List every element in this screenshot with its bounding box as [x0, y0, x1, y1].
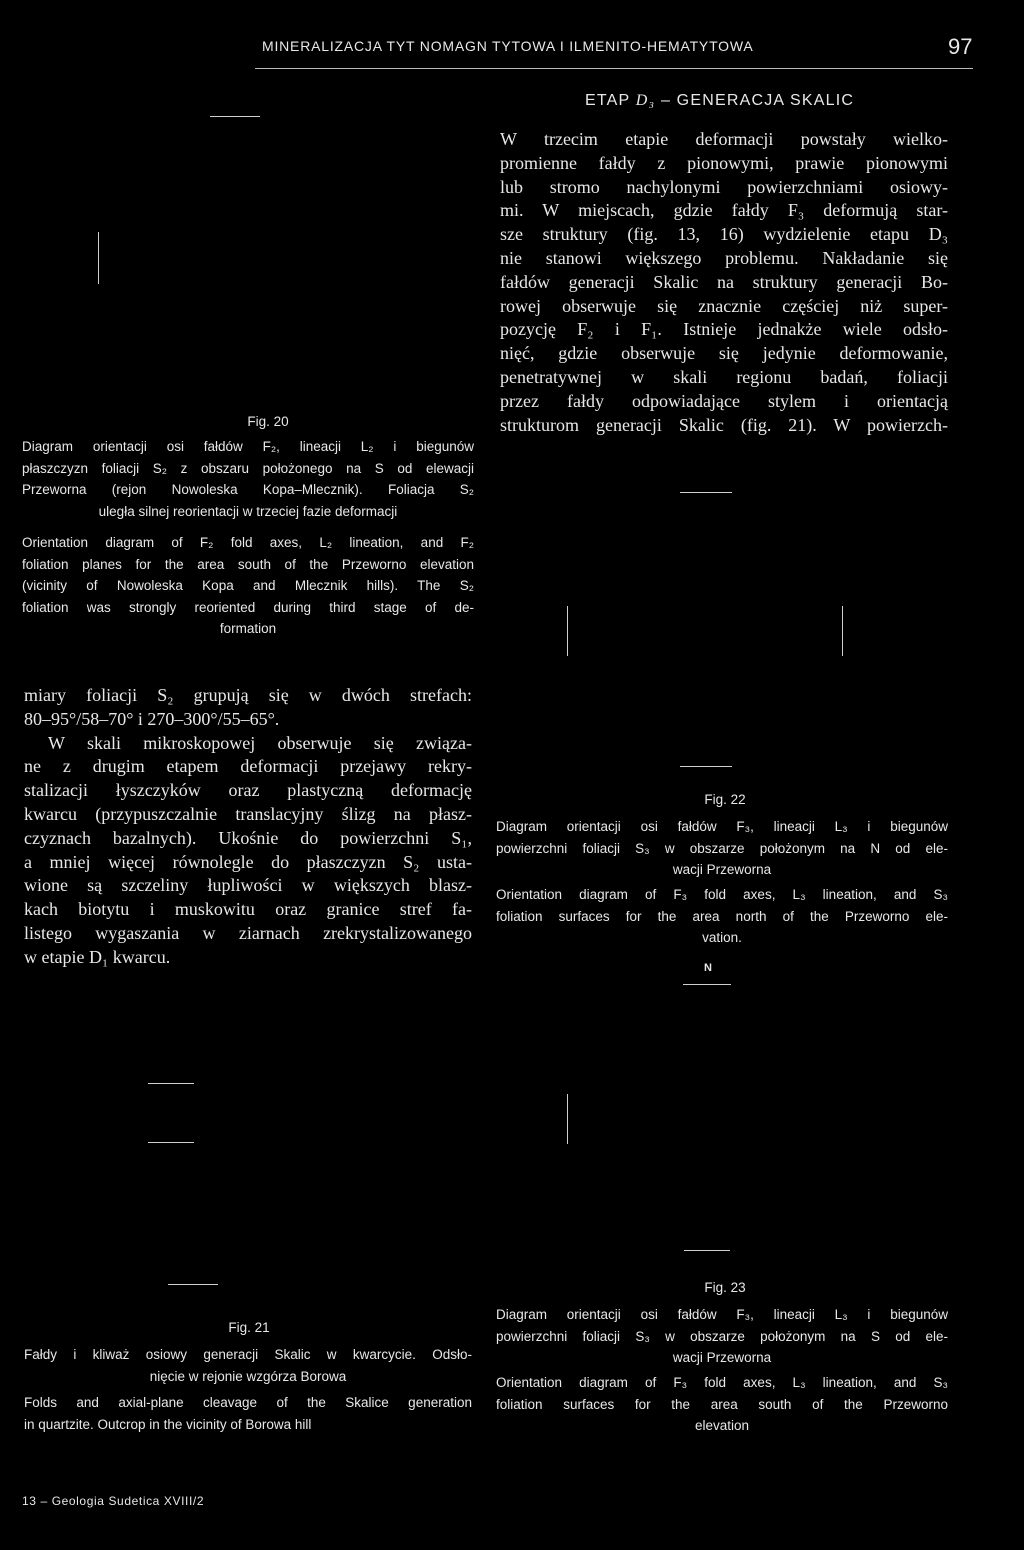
- text-line: czyznach bazalnych). Ukośnie do powierzchni S₁,: [24, 827, 472, 848]
- caption-line: foliation surfaces for the area north of the Przeworno ele-: [496, 908, 948, 924]
- text-line: promienne fałdy z pionowymi, prawie pionowymi: [500, 152, 948, 173]
- diagram-tick: [98, 232, 99, 284]
- diagram-tick: [567, 606, 568, 656]
- fig23-caption-en: [496, 1372, 948, 1437]
- text-line: strukturom generacji Skalic (fig. 21). W powierzch-: [500, 414, 948, 435]
- text-line: rowej obserwuje się znacznie częściej niż super-: [500, 295, 948, 316]
- section-heading-suffix: – GENERACJA SKALIC: [655, 92, 855, 109]
- text-line: w etapie D₁ kwarcu.: [24, 946, 171, 967]
- caption-line: Fałdy i kliważ osiowy generacji Skalic w kwarcycie. Odsło-: [24, 1347, 472, 1362]
- text-line: ne z drugim etapem deformacji przejawy rekry-: [24, 756, 472, 777]
- caption-line: foliation was strongly reoriented during third stage of de-: [22, 599, 474, 615]
- diagram-tick: [148, 1142, 194, 1143]
- right-column-text: [500, 128, 948, 437]
- caption-line: powierzchni foliacji S₃ w obszarze położonym na N od ele-: [496, 840, 948, 856]
- diagram-tick: [168, 1284, 218, 1285]
- diagram-tick: [148, 1083, 194, 1084]
- text-line: kach biotytu i muskowitu oraz granice stref fa-: [24, 899, 472, 920]
- caption-line: powierzchni foliacji S₃ w obszarze położonym na S od ele-: [496, 1328, 948, 1344]
- caption-line: Diagram orientacji osi fałdów F₃, lineacji L₃ i biegunów: [496, 819, 948, 834]
- running-title: MINERALIZACJA TYT NOMAGN TYTOWA I ILMENITO-HEMATYTOWA: [262, 38, 754, 54]
- caption-line: nięcie w rejonie wzgórza Borowa: [149, 1368, 347, 1384]
- text-line: miary foliacji S₂ grupują się w dwóch strefach:: [24, 685, 472, 705]
- diagram-tick: [567, 1094, 568, 1144]
- section-heading-prefix: ETAP: [585, 92, 636, 109]
- left-column-text: [24, 684, 472, 970]
- fig21-caption-pl: [24, 1344, 472, 1387]
- text-line: stalizacji łyszczyków oraz plastyczną deformację: [24, 780, 472, 801]
- text-line: lub stromo nachylonymi powierzchniami osiowy-: [500, 176, 948, 197]
- fig21-caption-en: [24, 1392, 472, 1435]
- text-line: wione są szczeliny łupliwości w większych blasz-: [24, 875, 472, 896]
- diagram-tick: [842, 606, 843, 656]
- text-line: W trzecim etapie deformacji powstały wielko-: [500, 129, 948, 149]
- fig20-caption-pl: [22, 436, 474, 522]
- text-line: pozycję F₂ i F₁. Istnieje jednakże wiele odsło-: [500, 319, 948, 340]
- diagram-tick: [680, 492, 732, 493]
- text-line: W skali mikroskopowej obserwuje się związa-: [48, 732, 472, 753]
- diagram-tick: [680, 766, 732, 767]
- text-line: mi. W miejscach, gdzie fałdy F₃ deformują star-: [500, 200, 948, 221]
- text-line: nie stanowi większego problemu. Nakładanie się: [500, 247, 948, 268]
- caption-line: elevation: [694, 1418, 750, 1433]
- text-line: listego wygaszania w ziarnach zrekrystalizowanego: [24, 922, 472, 943]
- fig22-caption-en: [496, 884, 948, 949]
- caption-line: foliation planes for the area south of the Przeworno elevation: [22, 556, 474, 572]
- text-line: fałdów generacji Skalic na struktury generacji Bo-: [500, 271, 948, 292]
- text-line: sze struktury (fig. 13, 16) wydzielenie etapu D₃: [500, 224, 948, 245]
- section-heading: [585, 92, 854, 110]
- text-line: nięć, gdzie obserwuje się jedynie deformowanie,: [500, 343, 948, 364]
- caption-line: formation: [219, 621, 277, 636]
- fig20-caption-en: [22, 532, 474, 640]
- caption-line: Orientation diagram of F₃ fold axes, L₃ lineation, and S₃: [496, 1375, 948, 1390]
- caption-line: in quartzite. Outcrop in the vicinity of Borowa hill: [24, 1416, 312, 1432]
- page-number: 97: [948, 34, 973, 59]
- caption-line: Orientation diagram of F₃ fold axes, L₃ lineation, and S₃: [496, 887, 948, 902]
- diagram-tick: [684, 1250, 730, 1251]
- caption-line: wacji Przeworna: [672, 1350, 772, 1365]
- caption-line: Diagram orientacji osi fałdów F₃, lineacji L₃ i biegunów: [496, 1307, 948, 1322]
- fig23-caption-pl: [496, 1304, 948, 1369]
- fig20-label: Fig. 20: [247, 414, 289, 429]
- section-heading-symbol: D₃: [635, 92, 656, 109]
- fig21-label: Fig. 21: [228, 1320, 270, 1335]
- diagram-tick: [683, 984, 731, 985]
- text-line: kwarcu (przypuszczalnie translacyjny ślizg na płasz-: [24, 803, 472, 824]
- text-line: penetratywnej w skali regionu badań, foliacji: [500, 366, 948, 387]
- text-line: 80–95°/58–70° i 270–300°/55–65°.: [24, 708, 280, 729]
- caption-line: płaszczyzn foliacji S₂ z obszaru położonego na S od elewacji: [22, 460, 474, 476]
- caption-line: Przeworna (rejon Nowoleska Kopa–Mlecznik). Foliacja S₂: [22, 482, 474, 497]
- caption-line: Diagram orientacji osi fałdów F₂, lineacji L₂ i biegunów: [22, 439, 474, 454]
- caption-line: Orientation diagram of F₂ fold axes, L₂ lineation, and F₂: [22, 535, 474, 550]
- text-line: a mniej więcej równolegle do płaszczyzn S₂ usta-: [24, 851, 472, 872]
- caption-line: (vicinity of Nowoleska Kopa and Mlecznik hills). The S₂: [22, 578, 474, 593]
- header-rule: [255, 68, 973, 69]
- fig22-caption-pl: [496, 816, 948, 881]
- north-label: N: [704, 962, 712, 974]
- caption-line: vation.: [702, 930, 742, 945]
- caption-line: Folds and axial-plane cleavage of the Skalice generation: [24, 1395, 472, 1410]
- caption-line: wacji Przeworna: [672, 862, 772, 877]
- fig23-label: Fig. 23: [704, 1280, 746, 1295]
- caption-line: uległa silnej reorientacji w trzeciej fazie deformacji: [98, 503, 398, 519]
- fig22-label: Fig. 22: [704, 792, 746, 807]
- text-line: przez fałdy odpowiadające stylem i orientacją: [500, 390, 948, 411]
- page-footer: 13 – Geologia Sudetica XVIII/2: [22, 1494, 205, 1508]
- diagram-tick: [210, 116, 260, 117]
- caption-line: foliation surfaces for the area south of the Przeworno: [496, 1396, 948, 1412]
